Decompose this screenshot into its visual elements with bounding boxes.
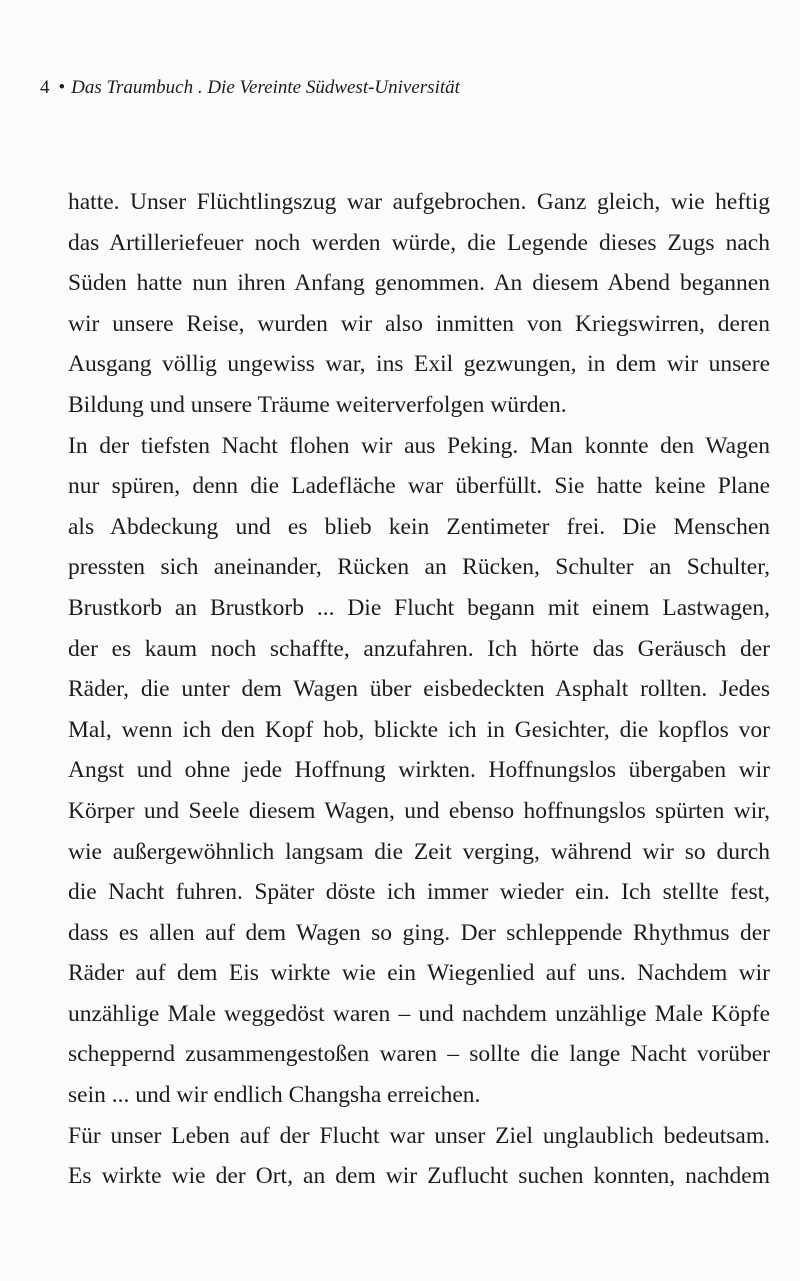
running-header	[40, 76, 460, 100]
text-line: als Abdeckung und es blieb kein Zentimeter frei. Die Menschen	[68, 513, 770, 540]
text-line: Bildung und unsere Träume weiterverfolgen würden.	[68, 391, 567, 418]
text-line: Süden hatte nun ihren Anfang genommen. An diesem Abend begannen	[68, 270, 770, 297]
text-line: Räder, die unter dem Wagen über eisbedeckten Asphalt rollten. Jedes	[68, 676, 770, 703]
body-text	[68, 182, 770, 1197]
text-line: die Nacht fuhren. Später döste ich immer wieder ein. Ich stellte fest,	[68, 879, 770, 906]
paragraph-1	[68, 182, 770, 426]
paragraph-3	[68, 1116, 770, 1197]
page-number: 4	[40, 77, 50, 98]
text-line: der es kaum noch schaffte, anzufahren. Ich hörte das Geräusch der	[68, 635, 770, 662]
text-line: Brustkorb an Brustkorb ... Die Flucht begann mit einem Lastwagen,	[68, 594, 770, 621]
text-line: Angst und ohne jede Hoffnung wirkten. Hoffnungslos übergaben wir	[68, 757, 770, 784]
text-line: wir unsere Reise, wurden wir also inmitten von Kriegswirren, deren	[68, 310, 770, 337]
text-line: Es wirkte wie der Ort, an dem wir Zuflucht suchen konnten, nachdem	[68, 1163, 770, 1190]
header-separator: •	[58, 77, 66, 98]
text-line: Körper und Seele diesem Wagen, und ebenso hoffnungslos spürten wir,	[68, 797, 770, 824]
text-line: Ausgang völlig ungewiss war, ins Exil gezwungen, in dem wir unsere	[68, 351, 770, 378]
running-title: Das Traumbuch . Die Vereinte Südwest-Universität	[71, 77, 460, 98]
paragraph-2	[68, 426, 770, 1116]
text-line: scheppernd zusammengestoßen waren – sollte die lange Nacht vorüber	[68, 1041, 770, 1068]
text-line: wie außergewöhnlich langsam die Zeit verging, während wir so durch	[68, 838, 770, 865]
text-line: Räder auf dem Eis wirkte wie ein Wiegenlied auf uns. Nachdem wir	[68, 960, 770, 987]
text-line: das Artilleriefeuer noch werden würde, die Legende dieses Zugs nach	[68, 229, 770, 256]
text-line: pressten sich aneinander, Rücken an Rücken, Schulter an Schulter,	[68, 554, 770, 581]
text-line: nur spüren, denn die Ladefläche war überfüllt. Sie hatte keine Plane	[68, 473, 770, 500]
text-line: Mal, wenn ich den Kopf hob, blickte ich in Gesichter, die kopflos vor	[68, 716, 770, 743]
text-line: In der tiefsten Nacht flohen wir aus Peking. Man konnte den Wagen	[68, 432, 770, 459]
text-line: dass es allen auf dem Wagen so ging. Der schleppende Rhythmus der	[68, 919, 770, 946]
text-line: Für unser Leben auf der Flucht war unser Ziel unglaublich bedeutsam.	[68, 1122, 770, 1149]
text-line: hatte. Unser Flüchtlingszug war aufgebrochen. Ganz gleich, wie heftig	[68, 189, 770, 215]
text-line: sein ... und wir endlich Changsha erreichen.	[68, 1082, 481, 1109]
text-line: unzählige Male weggedöst waren – und nachdem unzählige Male Köpfe	[68, 1000, 770, 1027]
